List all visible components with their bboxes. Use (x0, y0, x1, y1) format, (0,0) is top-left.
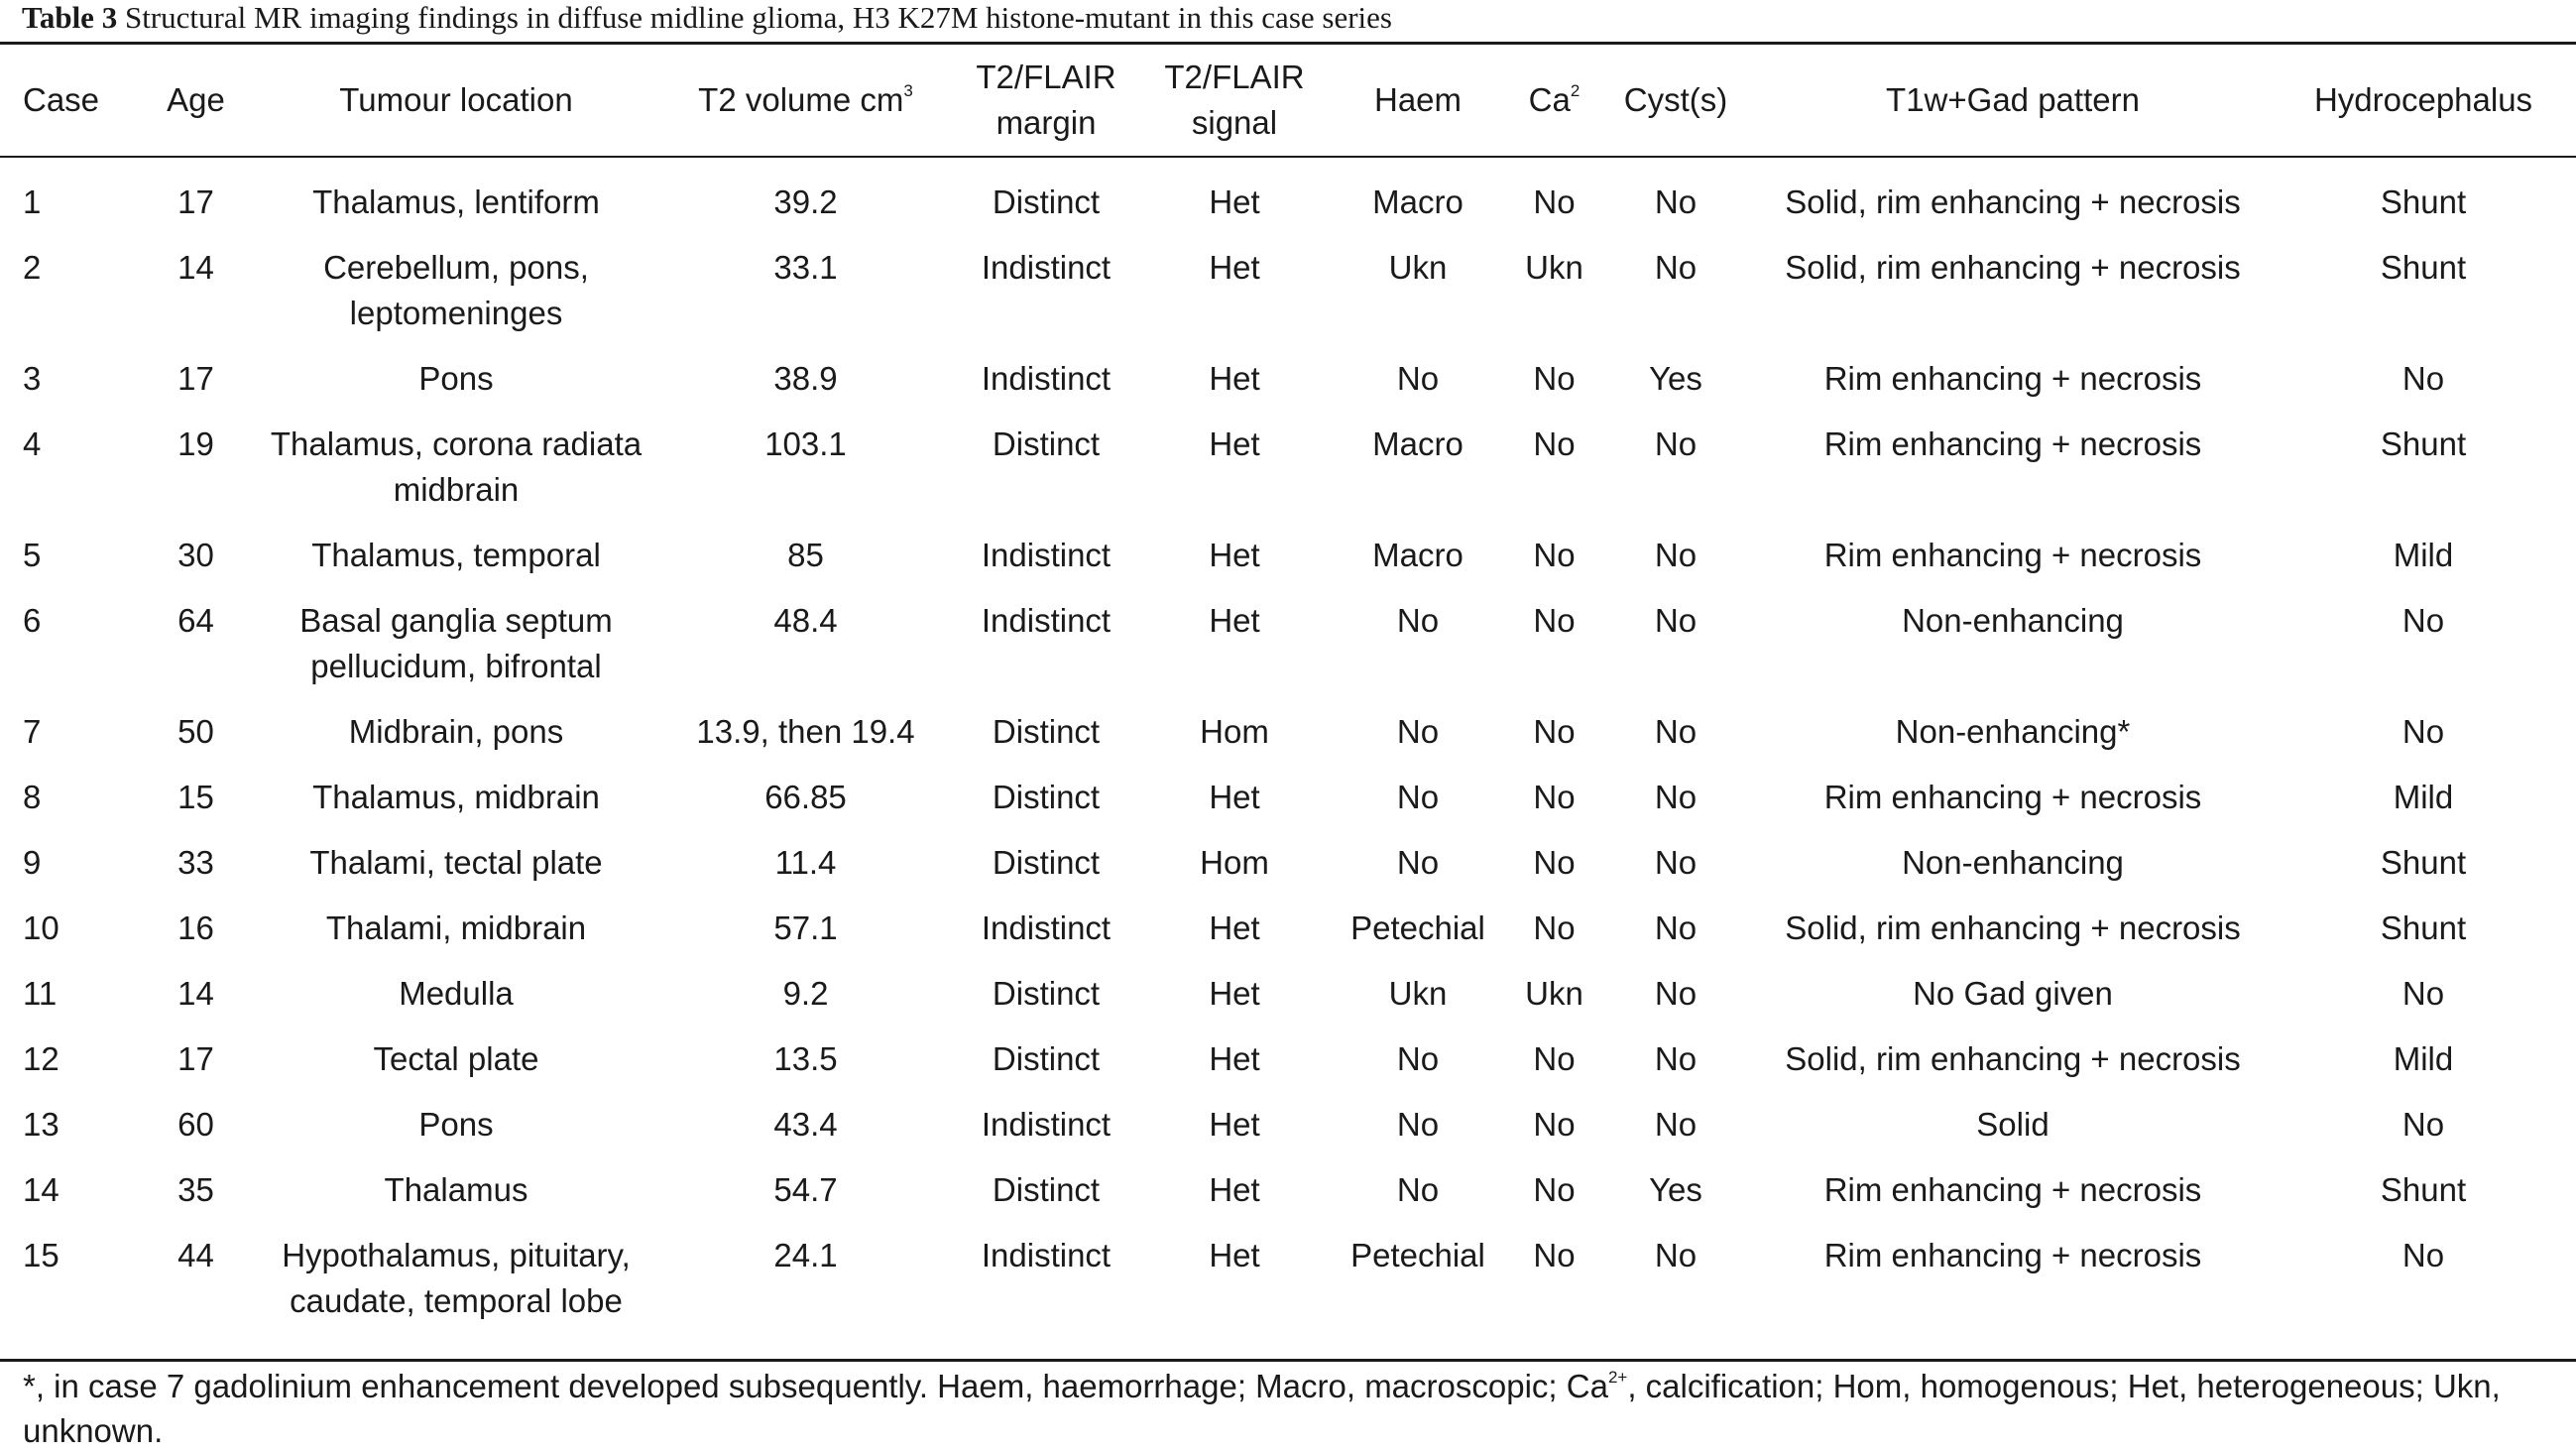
cell-ca: No (1533, 1040, 1576, 1077)
col-signal (1145, 44, 1324, 156)
cell-location (248, 689, 664, 755)
cell-margin: Distinct (992, 183, 1101, 220)
cell-signal: Het (1209, 1171, 1260, 1208)
cell-gad: Solid, rim enhancing + necrosis (1785, 909, 2241, 946)
cell-haem: Macro (1372, 425, 1464, 462)
cell-location (248, 1213, 664, 1324)
cell-location-line1: Thalamus, midbrain (312, 779, 600, 815)
cell-location-line1: Thalamus, temporal (311, 537, 601, 573)
cell-margin: Indistinct (981, 360, 1112, 397)
cell-signal: Het (1209, 602, 1260, 639)
cell-gad: Rim enhancing + necrosis (1823, 1237, 2202, 1273)
col-case: Case (23, 80, 100, 118)
cell-cyst: No (1654, 425, 1698, 462)
table-row (0, 225, 2576, 336)
cell-signal: Het (1209, 975, 1260, 1012)
col-ca-text: Ca (1528, 80, 1571, 118)
cell-ca: No (1533, 1237, 1576, 1273)
cell-case: 9 (23, 844, 42, 881)
col-margin (947, 44, 1145, 156)
cell-signal: Het (1209, 537, 1260, 573)
cell-margin: Indistinct (981, 249, 1112, 286)
findings-table (0, 44, 2576, 1324)
cell-signal: Het (1209, 779, 1260, 815)
table-row (0, 886, 2576, 951)
cell-volume: 54.7 (773, 1171, 838, 1208)
cell-signal: Het (1209, 909, 1260, 946)
cell-ca: No (1533, 909, 1576, 946)
table-row (0, 513, 2576, 578)
cell-location (248, 156, 664, 225)
table-caption (22, 0, 1392, 36)
cell-location (248, 755, 664, 820)
cell-location-line1: Basal ganglia septum (299, 602, 613, 639)
cell-hydro: Shunt (2380, 909, 2467, 946)
cell-hydro: No (2401, 602, 2445, 639)
col-gad: T1w+Gad pattern (1886, 80, 2140, 118)
cell-age: 30 (177, 537, 214, 573)
cell-location (248, 402, 664, 513)
cell-age: 50 (177, 713, 214, 750)
table-footnote (23, 1364, 2551, 1453)
cell-age: 64 (177, 602, 214, 639)
footnote-text-1: *, in case 7 gadolinium enhancement developed subsequently. Haem, haemorrhage; Macro, macroscopic; Ca (23, 1368, 1608, 1404)
cell-margin: Indistinct (981, 602, 1112, 639)
header-row (0, 44, 2576, 156)
cell-volume: 13.9, then 19.4 (696, 713, 915, 750)
cell-case: 13 (23, 1106, 59, 1143)
cell-ca: Ukn (1525, 975, 1583, 1012)
cell-gad: Rim enhancing + necrosis (1823, 425, 2202, 462)
cell-location (248, 513, 664, 578)
cell-volume: 11.4 (774, 844, 837, 881)
col-signal-line2: signal (1191, 103, 1278, 141)
cell-ca: No (1533, 1106, 1576, 1143)
cell-case: 14 (23, 1171, 59, 1208)
cell-age: 14 (177, 975, 214, 1012)
cell-age: 60 (177, 1106, 214, 1143)
cell-case: 8 (23, 779, 42, 815)
cell-ca: No (1533, 844, 1576, 881)
cell-margin: Distinct (992, 1171, 1101, 1208)
table-row (0, 689, 2576, 755)
cell-location-line2: caudate, temporal lobe (290, 1282, 623, 1319)
col-hydro: Hydrocephalus (2313, 80, 2533, 118)
cell-hydro: No (2401, 713, 2445, 750)
table-row (0, 402, 2576, 513)
cell-age: 35 (177, 1171, 214, 1208)
cell-signal: Het (1209, 425, 1260, 462)
cell-gad: Solid, rim enhancing + necrosis (1785, 249, 2241, 286)
cell-cyst: No (1654, 844, 1698, 881)
cell-margin: Distinct (992, 713, 1101, 750)
cell-cyst: No (1654, 1040, 1698, 1077)
cell-haem: No (1396, 713, 1440, 750)
cell-volume: 48.4 (773, 602, 838, 639)
cell-location (248, 1148, 664, 1213)
cell-age: 19 (177, 425, 214, 462)
cell-age: 16 (177, 909, 214, 946)
col-volume-sup: 3 (903, 80, 913, 100)
cell-volume: 43.4 (773, 1106, 838, 1143)
cell-hydro: Mild (2393, 537, 2454, 573)
cell-cyst: No (1654, 909, 1698, 946)
cell-ca: No (1533, 183, 1576, 220)
cell-cyst: No (1654, 249, 1698, 286)
cell-cyst: No (1654, 779, 1698, 815)
table-label: Table 3 (22, 0, 118, 35)
col-volume (664, 44, 947, 156)
cell-age: 15 (177, 779, 214, 815)
cell-location-line1: Cerebellum, pons, (323, 249, 589, 286)
cell-hydro: Shunt (2380, 249, 2467, 286)
cell-gad: Non-enhancing* (1895, 713, 2131, 750)
cell-margin: Distinct (992, 779, 1101, 815)
table-row (0, 820, 2576, 886)
footnote-text-2: , calcification; Hom, homogenous; Het, heterogeneous; Ukn, unknown. (23, 1368, 2501, 1449)
cell-volume: 9.2 (782, 975, 829, 1012)
cell-ca: No (1533, 779, 1576, 815)
table-row (0, 156, 2576, 225)
cell-signal: Het (1209, 1237, 1260, 1273)
col-haem: Haem (1373, 80, 1463, 118)
cell-location (248, 951, 664, 1017)
table-row (0, 755, 2576, 820)
cell-haem: No (1396, 844, 1440, 881)
col-volume-text: T2 volume cm (698, 80, 904, 118)
cell-haem: No (1396, 1106, 1440, 1143)
cell-location-line1: Thalami, tectal plate (309, 844, 603, 881)
cell-location (248, 1017, 664, 1082)
cell-case: 2 (23, 249, 42, 286)
cell-haem: No (1396, 779, 1440, 815)
cell-margin: Distinct (992, 975, 1101, 1012)
cell-signal: Het (1209, 1040, 1260, 1077)
cell-haem: No (1396, 1171, 1440, 1208)
cell-location-line1: Hypothalamus, pituitary, (282, 1237, 631, 1273)
cell-margin: Distinct (992, 1040, 1101, 1077)
cell-volume: 39.2 (773, 183, 838, 220)
cell-cyst: Yes (1649, 360, 1702, 397)
cell-location (248, 820, 664, 886)
cell-haem: Ukn (1388, 975, 1448, 1012)
cell-cyst: No (1654, 975, 1698, 1012)
cell-case: 12 (23, 1040, 59, 1077)
cell-hydro: Shunt (2380, 1171, 2467, 1208)
cell-haem: Macro (1372, 537, 1464, 573)
cell-location (248, 225, 664, 336)
cell-age: 44 (177, 1237, 214, 1273)
cell-case: 6 (23, 602, 42, 639)
cell-gad: Rim enhancing + necrosis (1823, 779, 2202, 815)
cell-location-line1: Thalamus, corona radiata (270, 425, 643, 462)
table-row (0, 1082, 2576, 1148)
cell-gad: Rim enhancing + necrosis (1823, 537, 2202, 573)
col-ca (1512, 44, 1596, 156)
cell-signal: Het (1209, 360, 1260, 397)
cell-case: 4 (23, 425, 42, 462)
cell-location (248, 578, 664, 689)
cell-gad: Non-enhancing (1902, 602, 2124, 639)
table-row (0, 951, 2576, 1017)
cell-ca: No (1533, 602, 1576, 639)
cell-signal: Hom (1200, 713, 1269, 750)
cell-haem: No (1396, 360, 1440, 397)
table-row (0, 336, 2576, 402)
col-cyst: Cyst(s) (1623, 80, 1728, 118)
cell-location-line2: pellucidum, bifrontal (310, 648, 602, 684)
cell-location-line1: Thalamus (384, 1171, 528, 1208)
cell-case: 15 (23, 1237, 59, 1273)
cell-case: 1 (23, 183, 42, 220)
footnote-sup: 2+ (1607, 1368, 1628, 1387)
cell-margin: Indistinct (981, 909, 1112, 946)
cell-gad: Rim enhancing + necrosis (1823, 1171, 2202, 1208)
cell-haem: Petechial (1350, 1237, 1485, 1273)
cell-age: 17 (177, 183, 214, 220)
table-row (0, 1213, 2576, 1324)
cell-cyst: No (1654, 1106, 1698, 1143)
cell-gad: Solid (1976, 1106, 2049, 1143)
cell-signal: Het (1209, 1106, 1260, 1143)
cell-location-line2: midbrain (393, 471, 520, 508)
cell-volume: 33.1 (773, 249, 838, 286)
cell-case: 7 (23, 713, 42, 750)
cell-location-line2: leptomeninges (349, 295, 563, 331)
cell-gad: Rim enhancing + necrosis (1823, 360, 2202, 397)
cell-location-line1: Midbrain, pons (348, 713, 564, 750)
cell-haem: Macro (1372, 183, 1464, 220)
cell-location (248, 336, 664, 402)
cell-margin: Indistinct (981, 1106, 1112, 1143)
cell-signal: Hom (1200, 844, 1269, 881)
cell-haem: No (1396, 1040, 1440, 1077)
cell-volume: 57.1 (773, 909, 838, 946)
cell-location-line1: Thalami, midbrain (325, 909, 587, 946)
cell-signal: Het (1209, 183, 1260, 220)
table-body (0, 156, 2576, 1324)
cell-location-line1: Medulla (399, 975, 514, 1012)
cell-location (248, 1082, 664, 1148)
cell-location-line1: Pons (418, 360, 494, 397)
cell-signal: Het (1209, 249, 1260, 286)
cell-cyst: No (1654, 537, 1698, 573)
cell-age: 33 (177, 844, 214, 881)
cell-ca: No (1533, 1171, 1576, 1208)
cell-case: 3 (23, 360, 42, 397)
cell-ca: No (1533, 713, 1576, 750)
cell-haem: No (1396, 602, 1440, 639)
cell-hydro: Shunt (2380, 844, 2467, 881)
col-signal-line1: T2/FLAIR (1164, 58, 1305, 95)
cell-haem: Ukn (1388, 249, 1448, 286)
cell-hydro: Mild (2393, 779, 2454, 815)
table-title: Structural MR imaging findings in diffuse midline glioma, H3 K27M histone-mutant in this case series (124, 0, 1392, 35)
cell-case: 11 (23, 975, 58, 1012)
cell-volume: 103.1 (764, 425, 847, 462)
cell-hydro: No (2401, 1237, 2445, 1273)
cell-gad: Solid, rim enhancing + necrosis (1785, 183, 2241, 220)
bottom-rule (0, 1359, 2576, 1362)
cell-case: 5 (23, 537, 42, 573)
cell-gad: No Gad given (1913, 975, 2113, 1012)
table-row (0, 1148, 2576, 1213)
cell-cyst: No (1654, 183, 1698, 220)
col-margin-line2: margin (995, 103, 1097, 141)
cell-location-line1: Thalamus, lentiform (312, 183, 600, 220)
cell-haem: Petechial (1350, 909, 1485, 946)
cell-margin: Indistinct (981, 537, 1112, 573)
cell-cyst: No (1654, 602, 1698, 639)
cell-location (248, 886, 664, 951)
cell-margin: Distinct (992, 844, 1101, 881)
cell-hydro: No (2401, 360, 2445, 397)
cell-gad: Non-enhancing (1902, 844, 2124, 881)
cell-location-line1: Pons (418, 1106, 494, 1143)
cell-ca: No (1533, 360, 1576, 397)
cell-location-line1: Tectal plate (373, 1040, 539, 1077)
cell-cyst: No (1654, 1237, 1698, 1273)
cell-hydro: No (2401, 1106, 2445, 1143)
cell-volume: 24.1 (773, 1237, 838, 1273)
cell-age: 17 (177, 360, 214, 397)
cell-hydro: No (2401, 975, 2445, 1012)
cell-ca: Ukn (1525, 249, 1583, 286)
cell-case: 10 (23, 909, 59, 946)
cell-ca: No (1533, 425, 1576, 462)
col-ca-sup: 2 (1570, 80, 1581, 100)
col-age: Age (167, 80, 225, 118)
cell-ca: No (1533, 537, 1576, 573)
cell-volume: 38.9 (773, 360, 838, 397)
cell-cyst: No (1654, 713, 1698, 750)
table-row (0, 1017, 2576, 1082)
cell-volume: 66.85 (764, 779, 847, 815)
cell-age: 17 (177, 1040, 214, 1077)
cell-volume: 85 (787, 537, 824, 573)
cell-margin: Distinct (992, 425, 1101, 462)
col-margin-line1: T2/FLAIR (976, 58, 1116, 95)
cell-hydro: Mild (2393, 1040, 2454, 1077)
cell-hydro: Shunt (2380, 425, 2467, 462)
cell-gad: Solid, rim enhancing + necrosis (1785, 1040, 2241, 1077)
cell-age: 14 (177, 249, 214, 286)
cell-margin: Indistinct (981, 1237, 1112, 1273)
col-location: Tumour location (339, 80, 573, 118)
table-row (0, 578, 2576, 689)
cell-volume: 13.5 (773, 1040, 838, 1077)
cell-cyst: Yes (1649, 1171, 1702, 1208)
cell-hydro: Shunt (2380, 183, 2467, 220)
